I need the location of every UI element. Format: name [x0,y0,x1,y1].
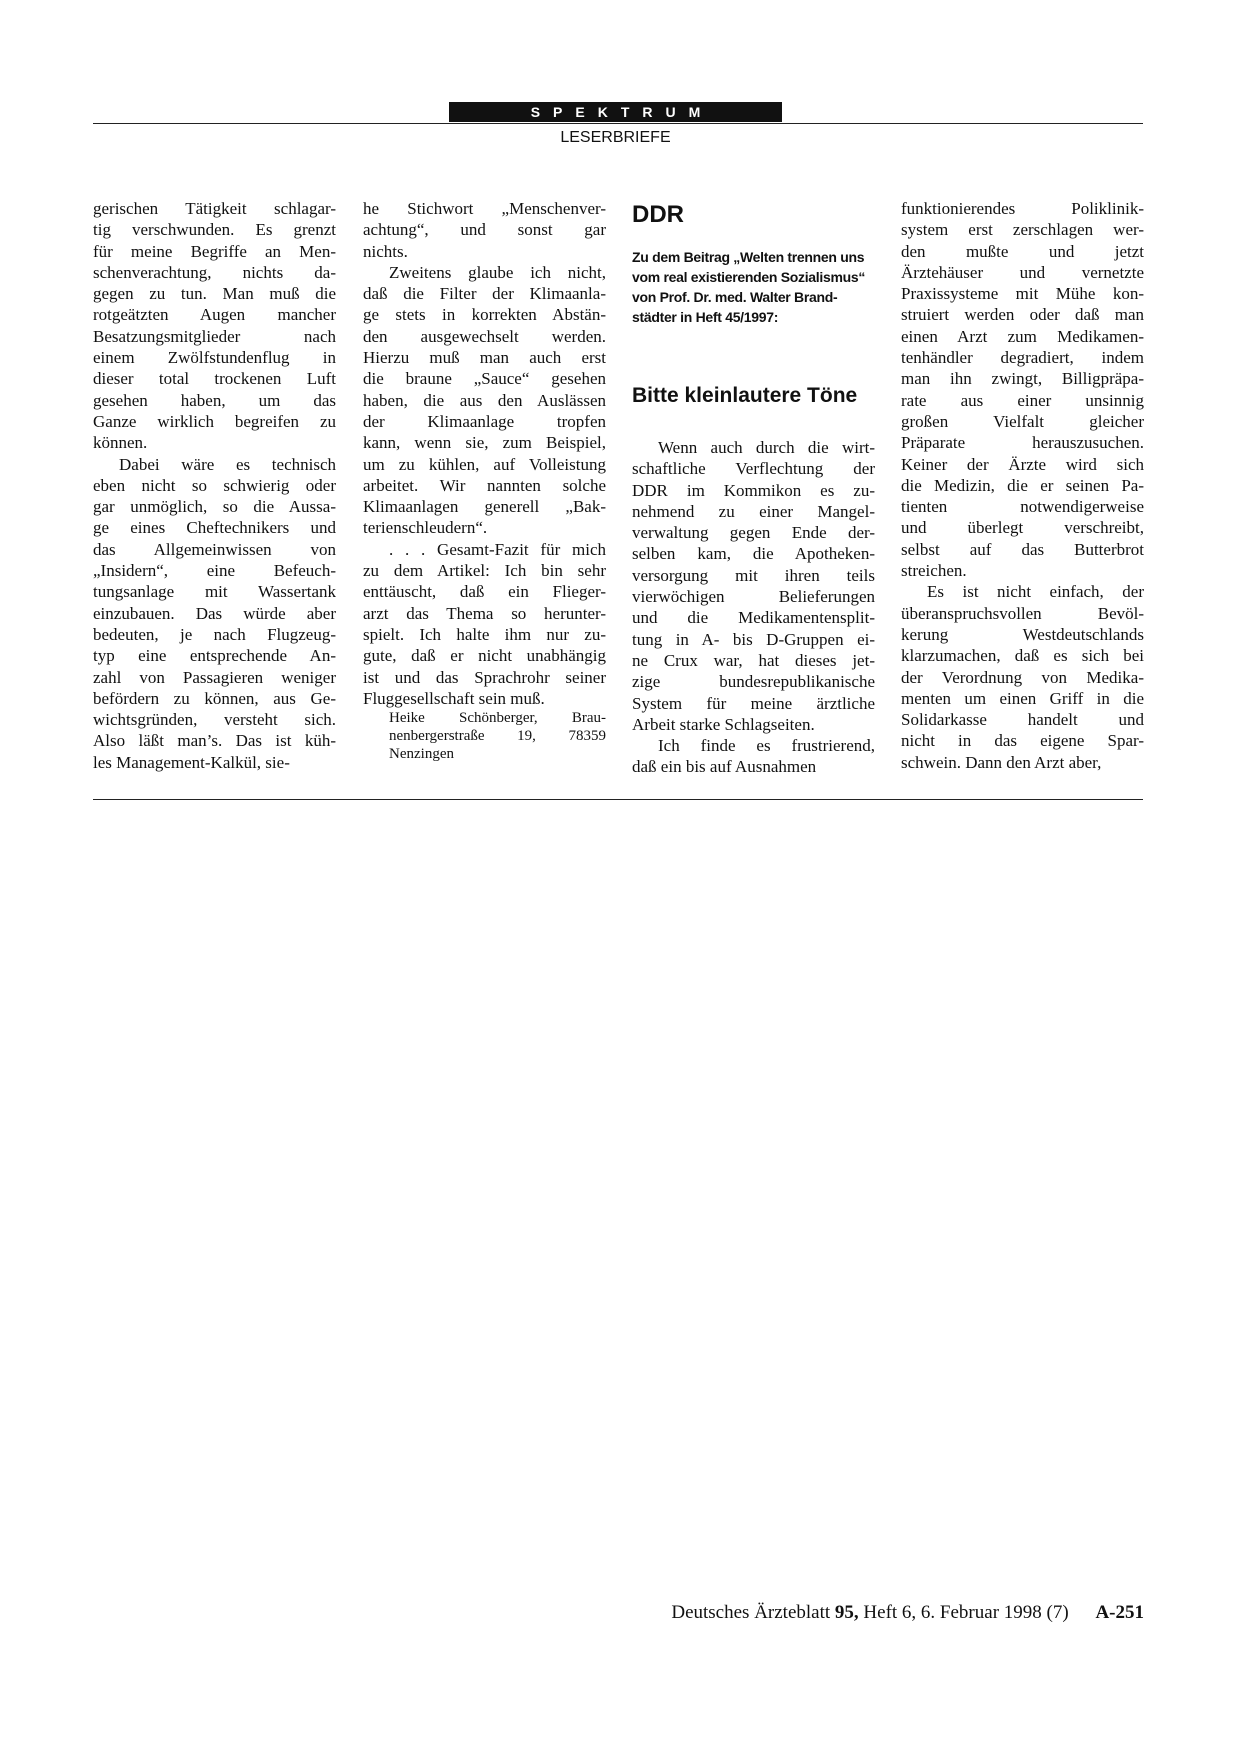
text-line: verwaltung gegen Ende der- [632,523,875,543]
text-line: typ eine entsprechende An- [93,646,336,666]
text-line: nichts. [363,241,408,261]
column-4 [901,198,1144,773]
paragraph [901,581,1144,773]
text-line: arzt das Thema so herunter- [363,603,606,623]
text-line: gar unmöglich, so die Aussa- [93,497,336,517]
text-line: ge stets in korrekten Abstän- [363,305,606,325]
text-line: versorgung mit ihren teils [632,565,875,585]
text-line: Präparate herauszusuchen. [901,433,1144,453]
text-line: schaftliche Verflechtung der [632,459,875,479]
text-line: dieser total trockenen Luft [93,369,336,389]
text-line: ge eines Cheftechnikers und [93,518,336,538]
body-bottom-rule [93,799,1143,800]
text-line: Besatzungsmitglieder nach [93,326,336,346]
text-line: . . . Gesamt-Fazit für mich [389,539,606,559]
text-line: Hierzu muß man auch erst [363,348,606,368]
footer-journal: Deutsches Ärzteblatt [671,1602,831,1623]
text-line: Ärztehäuser und vernetzte [901,262,1144,282]
text-line: einen Arzt zum Medikamen- [901,326,1144,346]
header-rule [93,123,1143,124]
paragraph [632,735,875,778]
text-line: tienten notwendigerweise [901,497,1144,517]
text-line: gegen zu tun. Man muß die [93,284,336,304]
text-line: Arbeit starke Schlagseiten. [632,714,815,734]
column-3 [632,437,875,778]
text-line: selben kam, die Apotheken- [632,544,875,564]
text-line: der Verordnung von Medika- [901,667,1144,687]
text-line: achtung“, und sonst gar [363,220,606,240]
text-line: klarzumachen, daß es sich bei [901,646,1144,666]
text-line: tenhändler degradiert, indem [901,348,1144,368]
text-line: einem Zwölfstundenflug in [93,348,336,368]
text-line: funktionierendes Poliklinik- [901,199,1144,218]
text-line: die braune „Sauce“ gesehen [363,369,606,389]
text-line: Solidarkasse handelt und [901,710,1144,730]
text-line: menten um einen Griff in die [901,688,1144,708]
text-line: man ihn zwingt, Billigpräpa- [901,369,1144,389]
text-line: überanspruchsvollen Bevöl- [901,603,1144,623]
text-line: schwein. Dann den Arzt aber, [901,752,1102,772]
text-line: Wenn auch durch die wirt- [658,438,875,457]
text-line: zahl von Passagieren weniger [93,667,336,687]
text-line: bedeuten, je nach Flugzeug- [93,624,336,644]
text-line: DDR im Kommikon es zu- [632,480,875,500]
text-line: Nenzingen [389,746,454,763]
text-line: Praxissysteme mit Mühe kon- [901,284,1144,304]
intro-line: Zu dem Beitrag „Welten trennen uns [632,249,865,265]
text-line: „Insidern“, eine Befeuch- [93,561,336,581]
footer-issue: Heft 6, 6. Februar 1998 (7) [863,1602,1069,1623]
text-line: Dabei wäre es technisch [119,454,336,474]
text-line: vierwöchigen Belieferungen [632,587,875,607]
text-line: system erst zerschlagen wer- [901,220,1144,240]
text-line: arbeitet. Wir nannten solche [363,475,606,495]
text-line: tung in A- bis D-Gruppen ei- [632,629,875,649]
paragraph [363,539,606,709]
text-line: tig verschwunden. Es grenzt [93,220,336,240]
text-line: zu dem Artikel: Ich bin sehr [363,561,606,581]
intro-line: städter in Heft 45/1997: [632,309,779,325]
letter-title: Bitte kleinlautere Töne [632,384,858,407]
text-line: ist und das Sprachrohr seiner [363,667,606,687]
paragraph [93,454,336,773]
text-line: Heike Schönberger, Brau- [389,710,606,727]
text-line: tungsanlage mit Wassertank [93,582,336,602]
text-line: kann, wenn sie, zum Beispiel, [363,433,606,453]
text-line: das Allgemeinwissen von [93,539,336,559]
text-line: befördern zu können, aus Ge- [93,688,336,708]
paragraph [901,198,1144,581]
text-line: Zweitens glaube ich nicht, [389,262,606,282]
text-line: rate aus einer unsinnig [901,390,1144,410]
text-line: rotgeätzten Augen mancher [93,305,336,325]
text-line: den mußte und jetzt [901,241,1144,261]
text-line: den ausgewechselt werden. [363,326,606,346]
text-line: gesehen haben, um das [93,390,336,410]
text-line: daß ein bis auf Ausnahmen [632,757,817,777]
text-line: großen Vielfalt gleicher [901,411,1144,431]
footer-volume: 95, [834,1602,859,1623]
text-line: terienschleudern“. [363,518,488,538]
subsection-label: LESERBRIEFE [560,129,671,146]
text-line: der Klimaanlage tropfen [363,411,606,431]
intro-line: von Prof. Dr. med. Walter Brand- [632,289,838,305]
text-line: he Stichwort „Menschenver- [363,199,606,218]
text-line: Es ist nicht einfach, der [927,582,1144,602]
paragraph [93,198,336,454]
text-line: nicht in das eigene Spar- [901,731,1144,751]
text-line: struiert werden oder daß man [901,305,1144,325]
text-line: selbst auf das Butterbrot [901,539,1144,559]
footer-page: A-251 [1095,1602,1144,1623]
text-line: und überlegt verschreibt, [901,518,1144,538]
text-line: die Medizin, die er seinen Pa- [901,475,1144,495]
text-line: les Management-Kalkül, sie- [93,752,290,772]
text-line: eben nicht so schwierig oder [93,475,336,495]
text-line: wichtsgründen, versteht sich. [93,710,336,730]
text-line: ne Crux war, hat dieses jet- [632,650,875,670]
text-line: streichen. [901,561,967,581]
text-line: gute, daß er nicht unabhängig [363,646,606,666]
paragraph [363,198,606,262]
text-line: Fluggesellschaft sein muß. [363,688,545,708]
paragraph [632,437,875,735]
text-line: haben, die aus den Auslässen [363,390,606,410]
text-line: daß die Filter der Klimaanla- [363,284,606,304]
paragraph [363,262,606,539]
text-line: einzubauen. Das würde aber [93,603,336,623]
letter-topic: DDR [632,201,684,228]
text-line: System für meine ärztliche [632,693,875,713]
text-line: zige bundesrepublikanische [632,672,875,692]
text-line: nenbergerstraße 19, 78359 [389,728,606,745]
column-2 [363,198,606,763]
text-line: Klimaanlagen generell „Bak- [363,497,606,517]
text-line: können. [93,433,148,453]
intro-line: vom real existierenden Sozialismus“ [632,269,866,285]
text-line: um zu kühlen, auf Volleistung [363,454,606,474]
text-line: gerischen Tätigkeit schlagar- [93,199,336,218]
page-footer [671,1602,1144,1624]
signature [363,709,606,763]
text-line: Also läßt man’s. Das ist küh- [93,731,336,751]
section-bar: SPEKTRUM [449,102,782,122]
text-line: spielt. Ich halte ihm nur zu- [363,624,606,644]
letter-intro [632,247,875,327]
column-1 [93,198,336,773]
text-line: Ich finde es frustrierend, [658,736,875,756]
text-line: schenverachtung, nichts da- [93,262,336,282]
text-line: für meine Begriffe an Men- [93,241,336,261]
text-line: enttäuscht, daß ein Flieger- [363,582,606,602]
text-line: nehmend zu einer Mangel- [632,501,875,521]
text-line: Keiner der Ärzte wird sich [901,454,1144,474]
text-line: und die Medikamentensplit- [632,608,875,628]
text-line: Ganze wirklich begreifen zu [93,411,336,431]
text-line: kerung Westdeutschlands [901,624,1144,644]
